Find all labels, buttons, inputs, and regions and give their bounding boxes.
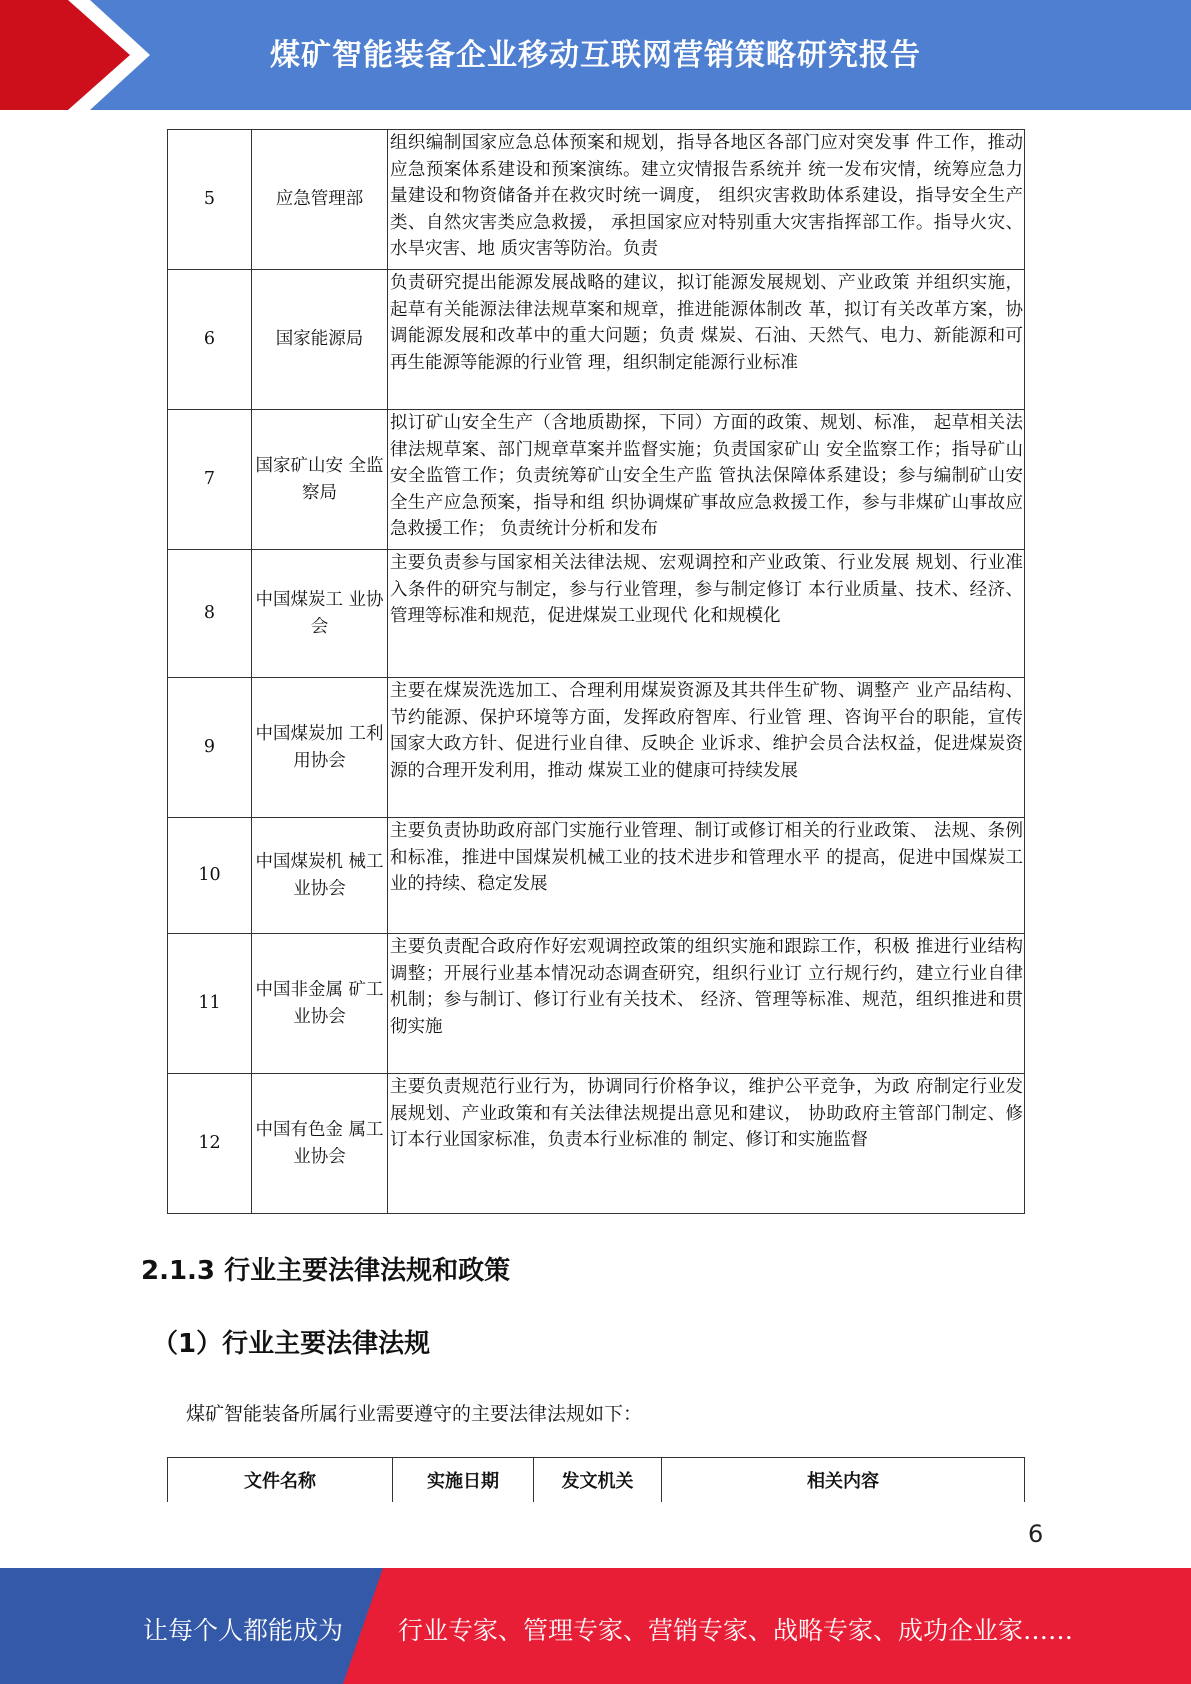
intro-paragraph: 煤矿智能装备所属行业需要遵守的主要法律法规如下： [186,1403,643,1425]
footer-slogan-left: 让每个人都能成为 [143,1616,344,1645]
org-duties: 主要负责协助政府部门实施行业管理、制订或修订相关的行业政策、 法规、条例和标准，推进中国煤炭机械工业的技术进步和管理水平 的提高，促进中国煤炭工业的持续、稳定发展 [388,818,1025,934]
org-name: 中国有色金 属工业协会 [252,1074,388,1214]
column-header-issuing-authority: 发文机关 [534,1458,662,1502]
org-duties: 拟订矿山安全生产（含地质勘探，下同）方面的政策、规划、标准， 起草相关法律法规草案、部门规章草案并监督实施；负责国家矿山 安全监察工作；指导矿山安全监管工作；负责统筹矿山安全生产监 管执法保障体系建设；参与编制矿山安全生产应急预案，指导和组 织协调煤矿事故应急救援工作，参与非煤矿山事故应急救援工作； 负责统计分析和发布 [388,410,1025,550]
footer-slogan-right: 行业专家、管理专家、营销专家、战略专家、成功企业家…… [398,1616,1074,1645]
org-duties: 主要负责配合政府作好宏观调控政策的组织实施和跟踪工作，积极 推进行业结构调整；开展行业基本情况动态调查研究，组织行业订 立行规行约，建立行业自律机制；参与制订、修订行业有关技术、 经济、管理等标准、规范，组织推进和贯彻实施 [388,934,1025,1074]
table-row [168,934,1025,1074]
page-number: 6 [1028,1520,1044,1548]
row-number: 7 [168,410,252,550]
org-duties: 主要负责参与国家相关法律法规、宏观调控和产业政策、行业发展 规划、行业准入条件的研究与制定，参与行业管理，参与制定修订 本行业质量、技术、经济、管理等标准和规范，促进煤炭工业现代 化和规模化 [388,550,1025,678]
org-name: 中国非金属 矿工业协会 [252,934,388,1074]
org-name: 国家矿山安 全监察局 [252,410,388,550]
column-header-effective-date: 实施日期 [393,1458,534,1502]
row-number: 10 [168,818,252,934]
column-header-file-name: 文件名称 [168,1458,393,1502]
row-number: 6 [168,270,252,410]
org-duties: 主要在煤炭洗选加工、合理利用煤炭资源及其共伴生矿物、调整产 业产品结构、节约能源、保护环境等方面，发挥政府智库、行业管 理、咨询平台的职能，宣传国家大政方针、促进行业自律、反映企 业诉求、维护会员合法权益，促进煤炭资源的合理开发利用，推动 煤炭工业的健康可持续发展 [388,678,1025,818]
org-name: 中国煤炭工 业协会 [252,550,388,678]
organization-table [167,129,1025,1214]
page-header [0,0,1191,110]
law-table [167,1457,1025,1502]
table-row [168,130,1025,270]
org-name: 中国煤炭机 械工业协会 [252,818,388,934]
table-header-row [168,1458,1025,1502]
org-name: 应急管理部 [252,130,388,270]
table-row [168,1074,1025,1214]
row-number: 9 [168,678,252,818]
page-footer [0,1568,1191,1684]
table-row [168,678,1025,818]
subsection-heading: （1）行业主要法律法规 [152,1329,431,1359]
org-duties: 主要负责规范行业行为，协调同行价格争议，维护公平竞争，为政 府制定行业发展规划、产业政策和有关法律法规提出意见和建议， 协助政府主管部门制定、修订本行业国家标准，负责本行业标准的 制定、修订和实施监督 [388,1074,1025,1214]
row-number: 12 [168,1074,252,1214]
table-row [168,270,1025,410]
org-duties: 组织编制国家应急总体预案和规划，指导各地区各部门应对突发事 件工作，推动应急预案体系建设和预案演练。建立灾情报告系统并 统一发布灾情，统筹应急力量建设和物资储备并在救灾时统一调度， 组织灾害救助体系建设，指导安全生产类、自然灾害类应急救援， 承担国家应对特别重大灾害指挥部工作。指导火灾、水旱灾害、地 质灾害等防治。负责 [388,130,1025,270]
row-number: 11 [168,934,252,1074]
row-number: 8 [168,550,252,678]
header-arrow-decoration [0,0,170,110]
org-name: 国家能源局 [252,270,388,410]
report-title: 煤矿智能装备企业移动互联网营销策略研究报告 [270,38,921,73]
table-row [168,818,1025,934]
column-header-related-content: 相关内容 [662,1458,1025,1502]
table-row [168,550,1025,678]
section-heading: 2.1.3 行业主要法律法规和政策 [141,1256,511,1286]
org-name: 中国煤炭加 工利用协会 [252,678,388,818]
org-duties: 负责研究提出能源发展战略的建议，拟订能源发展规划、产业政策 并组织实施，起草有关能源法律法规草案和规章，推进能源体制改 革，拟订有关改革方案，协调能源发展和改革中的重大问题；负责 煤炭、石油、天然气、电力、新能源和可再生能源等能源的行业管 理，组织制定能源行业标准 [388,270,1025,410]
table-row [168,410,1025,550]
row-number: 5 [168,130,252,270]
